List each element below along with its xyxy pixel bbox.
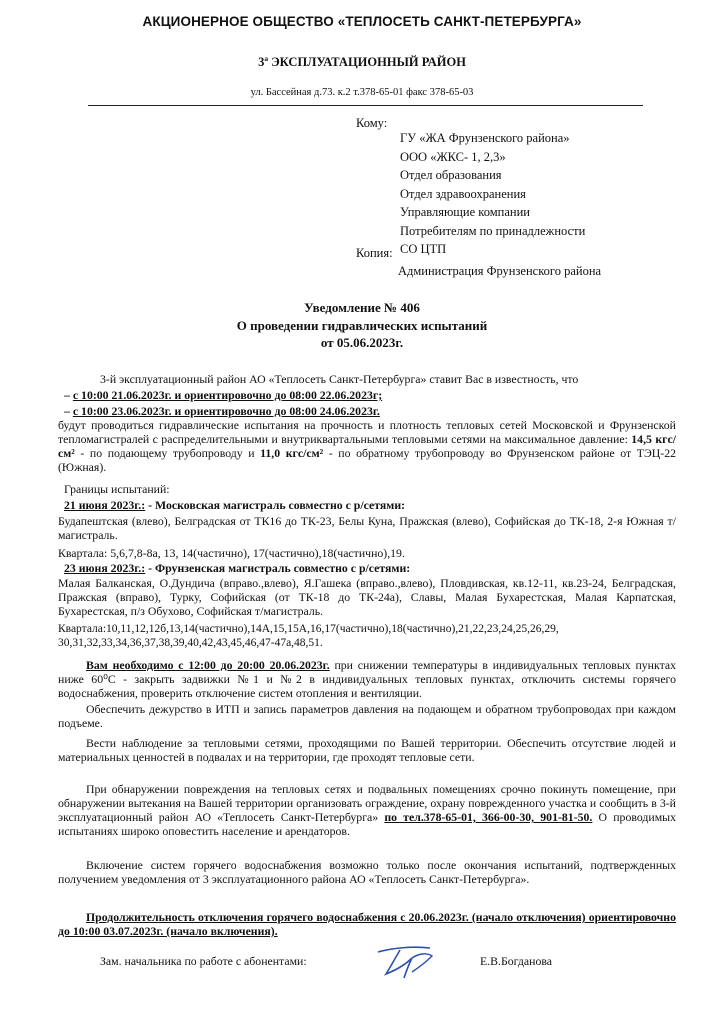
test-period-2-text: с 10:00 23.06.2023г. и ориентировочно до 08:00 24.06.2023г. [72, 404, 380, 418]
day2-heading [64, 561, 654, 575]
recipient-item: СО ЦТП [400, 242, 447, 256]
test-period-1: – с 10:00 21.06.2023г. и ориентировочно до 08:00 22.06.2023г; [64, 388, 383, 402]
day1-title: - Московская магистраль совместно с р/сетями: [145, 498, 406, 512]
return-pressure: 11,0 кгс/см² [260, 446, 324, 460]
company-address: ул. Бассейная д.73. к.2 т.378-65-01 факс 378-65-03 [250, 87, 474, 98]
recipients-list [400, 129, 585, 259]
intro-text: 3-й эксплуатационный район АО «Теплосеть Санкт-Петербурга» ставит Вас в известность, что [100, 372, 579, 386]
day2-streets: Малая Балканская, О.Дундича (вправо.,влево), Я.Гашека (вправо.,влево), Пловдивская, кв.12-11, кв.23-24, Белградская, Пражская (вправо), Турку, Софийская (от ТК-18 до ТК-24а), Славы, Малая Бухарестская, Малая Карпатская, Бухарестская, п/з Обухово, Софийская т/магистраль. [58, 576, 676, 618]
recipient-item: ООО «ЖКС- 1, 2,3» [400, 149, 506, 164]
day2-blocks: Квартала:10,11,12,12б,13,14(частично),14А,15,15А,16,17(частично),18(частично),21,22,23,24,25,26,29, 30,31,32,33,34,36,37,38,39,40,42,43,45,46,47-47а,48,51. [58, 623, 559, 649]
copy-recipient: Администрация Фрунзенского района [398, 264, 602, 278]
day1-heading [64, 498, 654, 512]
switch-on-notice: Включение систем горячего водоснабжения возможно только после окончания испытаний, подтвержденных получением уведомления от 3 эксплуатационного района АО «Теплосеть Санкт-Петербурга». [58, 858, 676, 886]
day1-date: 21 июня 2023г.: [64, 498, 146, 512]
handwritten-signature [372, 938, 442, 982]
company-name: АКЦИОНЕРНОЕ ОБЩЕСТВО «ТЕПЛОСЕТЬ САНКТ-ПЕТЕРБУРГА» [142, 14, 582, 29]
day1-streets: Будапештская (влево), Белградская от ТК16 до ТК-23, Белы Куна, Пражская (влево), Софийская до ТК-18, 2-я Южная т/магистраль. [58, 514, 676, 542]
day2-date: 23 июня 2023г.: [64, 561, 146, 575]
copy-label: Копия: [356, 246, 393, 260]
header-divider [88, 105, 643, 106]
district-name: 3ª ЭКСПЛУАТАЦИОННЫЙ РАЙОН [258, 55, 466, 69]
borders-label: Границы испытаний: [64, 482, 170, 496]
supply-pressure: 14,5 кгс/см² [58, 432, 676, 460]
test-period-2: – с 10:00 23.06.2023г. и ориентировочно до 08:00 24.06.2023г. [64, 404, 380, 418]
signer-name: Е.В.Богданова [480, 954, 552, 968]
notice-subject: О проведении гидравлических испытаний [236, 318, 488, 333]
day2-title: - Фрунзенская магистраль совместно с р/сетями: [145, 561, 411, 575]
watch-instruction: Вести наблюдение за тепловыми сетями, проходящими по Вашей территории. Обеспечить отсутствие людей и материальных ценностей в подвалах и на территории, где проходят тепловые сети. [58, 736, 676, 764]
damage-instruction: При обнаружении повреждения на тепловых сетях и подвальных помещениях срочно покинуть помещение, при обнаружении вытекания на Вашей территории организовать ограждение, охрану поврежденного участка и сообщить в 3-й эксплуатационный район АО «Теплосеть Санкт-Петербурга» по тел.378-65-01, 366-00-30, 901-81-50. О проводимых испытаниях широко оповестить население и арендаторов. [58, 782, 676, 838]
required-actions-time: Вам необходимо с 12:00 до 20:00 20.06.2023г. [86, 658, 330, 672]
duty-instruction: Обеспечить дежурство в ИТП и запись параметров давления на подающем и обратном трубопроводах при каждом подъеме. [58, 702, 676, 730]
notice-title: Уведомление № 406 [304, 300, 420, 315]
outage-duration: Продолжительность отключения горячего водоснабжения с 20.06.2023г. (начало отключения) ориентировочно до 10:00 03.07.2023г. (начало включения). [58, 910, 676, 938]
to-label: Кому: [356, 116, 388, 130]
recipient-item: ГУ «ЖА Фрунзенского района» [400, 131, 570, 145]
test-period-1-text: с 10:00 21.06.2023г. и ориентировочно до 08:00 22.06.2023г; [72, 388, 383, 402]
recipient-item: Управляющие компании [400, 205, 530, 219]
day1-blocks: Квартала: 5,6,7,8-8а, 13, 14(частично), 17(частично),18(частично),19. [58, 546, 405, 560]
notice-date: от 05.06.2023г. [320, 335, 404, 350]
testing-description: будут проводиться гидравлические испытания на прочность и плотность тепловых сетей Московской и Фрунзенской тепломагистралей с распределительными и внутриквартальными тепловыми сетями на максимальное давление: 14,5 кгс/см² - по подающему трубопроводу и 11,0 кгс/см² - по обратному трубопроводу во Фрунзенском районе от ТЭЦ-22 (Южная). [58, 418, 677, 474]
recipient-item: Потребителям по принадлежности [400, 223, 586, 238]
signer-position: Зам. начальника по работе с абонентами: [100, 954, 307, 968]
recipient-item: Отдел здравоохранения [400, 186, 526, 201]
contact-phones: по тел.378-65-01, 366-00-30, 901-81-50. [384, 810, 593, 824]
required-actions: Вам необходимо с 12:00 до 20:00 20.06.2023г. при снижении температуры в индивидуальных тепловых пунктах ниже 60⁰С - закрыть задвижки №1 и №2 в индивидуальных тепловых пунктах, отключить системы горячего водоснабжения, проверить отключение систем отопления и вентиляции. [58, 658, 676, 700]
recipient-item: Отдел образования [400, 168, 502, 182]
